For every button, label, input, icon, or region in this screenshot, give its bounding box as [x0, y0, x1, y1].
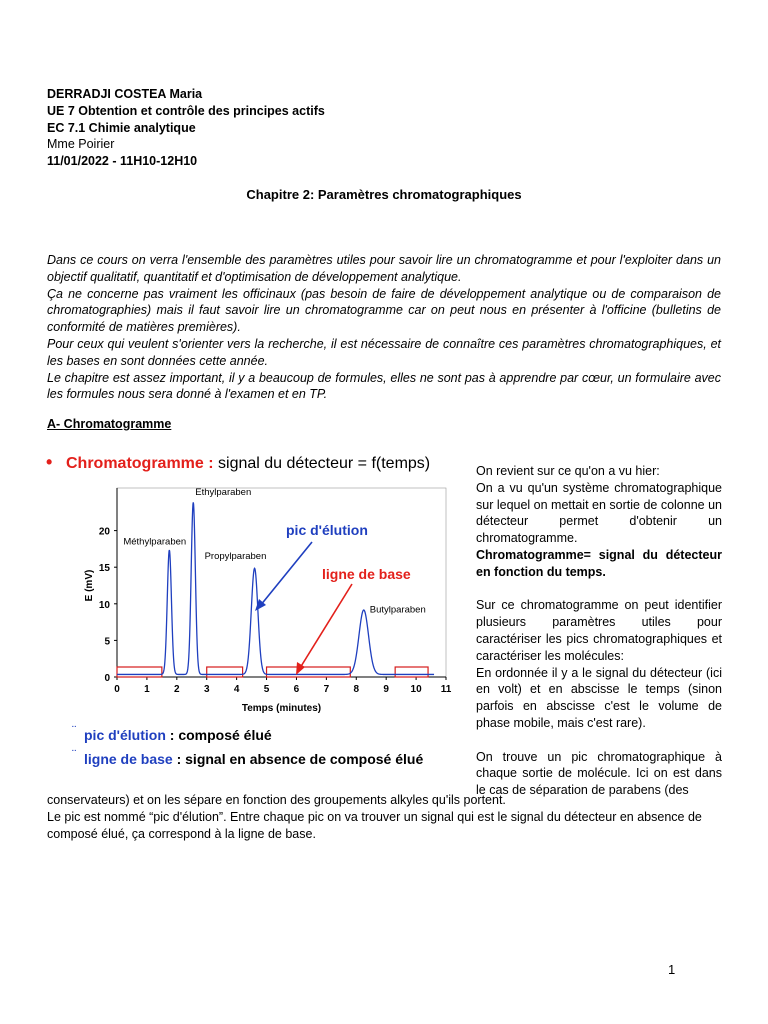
y-tick-label: 5 — [104, 636, 110, 648]
side-paragraph: On revient sur ce qu'on a vu hier: — [476, 464, 660, 478]
side-paragraph: On trouve un pic chromatographique à chaque sortie de molécule. Ici on est dans le cas de séparation de parabens (des — [476, 749, 722, 798]
side-paragraph: On a vu qu'un système chromatographique sur lequel on mettait en sortie de colonne un détecteur permet d'obtenir un chromatogramme. — [476, 480, 722, 546]
x-tick-label: 3 — [203, 684, 210, 695]
legend-marker: ¨ — [72, 723, 77, 738]
legend-elution-peak: pic d'élution — [84, 727, 166, 743]
chart-axes — [84, 488, 452, 714]
x-tick-label: 7 — [323, 684, 330, 695]
x-tick-label: 6 — [293, 684, 300, 695]
intro-paragraph: Ça ne concerne pas vraiment les officinaux (pas besoin de faire de développement analytique ou de comparaison de chromatographies) mais il faut savoir lire un chromatogramme car on peut nous en présenter à l'officine (bulletins de conformité de matières premières). — [47, 286, 721, 335]
x-tick-label: 8 — [353, 684, 360, 695]
side-paragraph: En ordonnée il y a le signal du détecteur (ici en volt) et en abscisse le temps (sinon parfois en abscisse c'est le volume de phase mobile, mais c'est rare). — [476, 665, 722, 730]
baseline-arrowhead — [296, 662, 305, 675]
peak-label: Méthylparaben — [123, 536, 187, 548]
intro-paragraph: Le chapitre est assez important, il y a beaucoup de formules, elles ne sont pas à apprendre par cœur, un formulaire avec les formules nous sera donné à l'examen et en TP. — [47, 370, 721, 402]
y-tick-label: 0 — [104, 673, 110, 684]
title-bullet: • — [46, 452, 53, 472]
bottom-line: Le pic est nommé “pic d'élution”. Entre chaque pic on va trouver un signal qui est le signal du détecteur en absence de composé élué, ça correspond à la ligne de base. — [47, 809, 702, 841]
chromatogram-chart — [38, 446, 468, 786]
x-tick-label: 4 — [233, 684, 240, 695]
page-number: 1 — [668, 962, 676, 977]
annotation-elution-peak: pic d'élution — [286, 522, 368, 538]
baseline-arrow — [300, 584, 352, 668]
y-tick-label: 15 — [98, 563, 110, 575]
baseline-box — [207, 667, 243, 677]
baseline-box — [117, 667, 162, 677]
side-paragraph: Sur ce chromatogramme on peut identifier plusieurs paramètres utiles pour caractériser les pics chromatographiques et caractériser les molécules: — [476, 598, 722, 663]
x-tick-label: 9 — [383, 684, 389, 695]
section-heading: A- Chromatogramme — [47, 417, 172, 431]
plot-frame — [117, 488, 446, 677]
side-definition: Chromatogramme= signal du détecteur en fonction du temps. — [476, 547, 722, 579]
svg-text:Chromatogramme : signal du dét — [66, 455, 430, 472]
x-tick-label: 1 — [144, 684, 150, 695]
svg-text:• — [46, 452, 52, 472]
x-tick-label: 10 — [410, 684, 422, 695]
teacher-name: Mme Poirier — [47, 137, 115, 152]
course-ec: EC 7.1 Chimie analytique — [47, 120, 196, 135]
x-axis-label: Temps (minutes) — [241, 703, 322, 714]
chart-title-black: signal du détecteur = f(temps) — [213, 455, 431, 472]
elution-peak-arrow — [260, 542, 312, 606]
x-tick-label: 0 — [114, 684, 120, 695]
svg-text:pic d'élution : composé élué — [84, 727, 272, 743]
peak-label: Ethylparaben — [195, 486, 252, 498]
x-tick-label: 11 — [440, 684, 452, 695]
svg-text:ligne de base : signal en abse — [84, 751, 423, 767]
annotation-baseline: ligne de base — [322, 566, 411, 582]
legend-baseline-desc: : signal en absence de composé élué — [172, 751, 424, 767]
legend-marker: ¨ — [72, 747, 77, 762]
chromatogram-figure — [38, 446, 468, 786]
peak-label: Propylparaben — [204, 550, 267, 562]
chapter-title: Chapitre 2: Paramètres chromatographiques — [246, 187, 522, 202]
chart-title-red: Chromatogramme : — [66, 455, 214, 472]
side-text — [476, 463, 722, 799]
lecture-date: 11/01/2022 - 11H10-12H10 — [47, 154, 198, 169]
bottom-line: conservateurs) et on les sépare en fonction des groupements alkyles qu'ils portent. — [47, 793, 506, 807]
y-axis-label: E (mV) — [84, 569, 95, 602]
peak-label: Butylparaben — [369, 604, 426, 616]
y-tick-label: 10 — [98, 599, 110, 611]
legend-elution-desc: : composé élué — [165, 727, 272, 743]
course-ue: UE 7 Obtention et contrôle des principes actifs — [47, 103, 325, 118]
y-tick-label: 20 — [98, 526, 110, 538]
intro-paragraph: Dans ce cours on verra l'ensemble des paramètres utiles pour savoir lire un chromatogramme et pour l'exploiter dans un objectif qualitatif, quantitatif et d'optimisation de développement analytique. — [47, 253, 721, 284]
legend-baseline: ligne de base — [84, 751, 173, 767]
baseline-box — [267, 667, 351, 677]
x-tick-label: 2 — [174, 684, 180, 695]
baseline-box — [395, 667, 428, 677]
x-tick-label: 5 — [263, 684, 270, 695]
author-name: DERRADJI COSTEA Maria — [47, 87, 203, 101]
chromatogram-signal-line — [117, 502, 434, 674]
intro-paragraph: Pour ceux qui veulent s'orienter vers la recherche, il est nécessaire de connaître ces paramètres chromatographiques, et les bases en sont données cette année. — [47, 336, 721, 368]
bottom-text — [47, 792, 721, 842]
intro-text — [47, 252, 721, 403]
header-block — [47, 86, 325, 170]
